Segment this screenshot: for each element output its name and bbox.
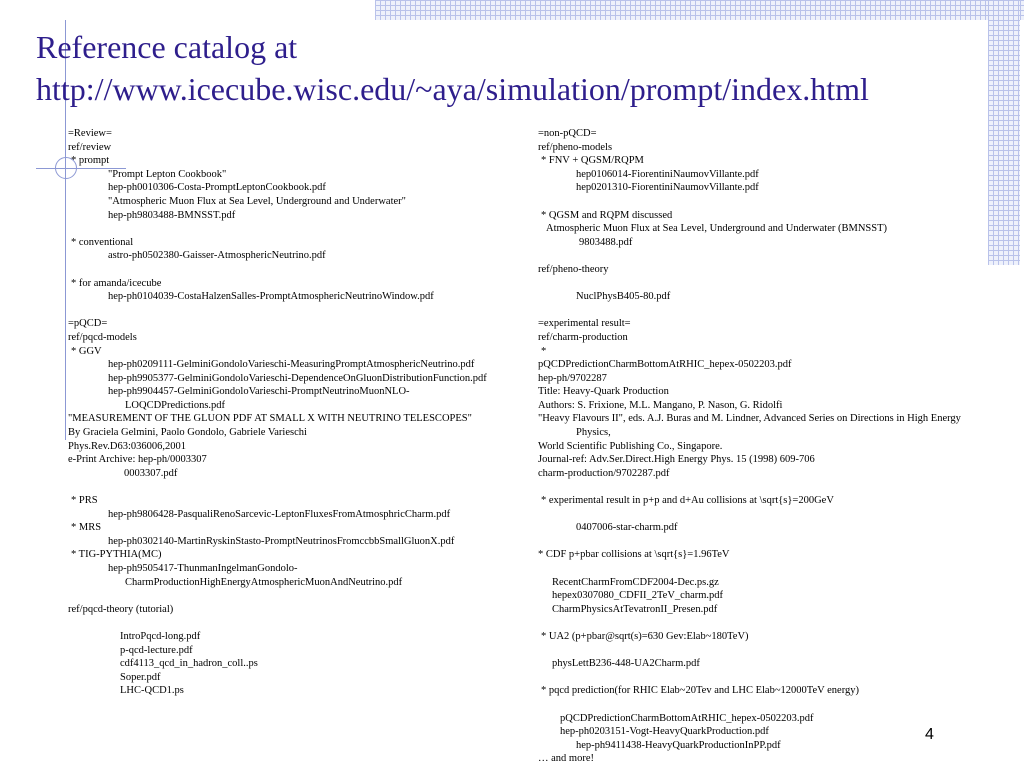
eprint-id: hep-ph/9702287 <box>538 372 607 384</box>
section-heading: =Review= <box>68 128 112 139</box>
blank-line <box>538 249 978 263</box>
journal-ref: Journal-ref: Adv.Ser.Direct.High Energy Phys. 15 (1998) 609-706 <box>538 454 815 466</box>
paper-title: Title: Heavy-Quark Production <box>538 386 669 398</box>
pdf-filename: 0407006-star-charm.pdf <box>576 522 678 534</box>
pdf-filename: hep-ph9905377-GelminiGondoloVarieschi-DependenceOnGluonDistributionFunction.pdf <box>108 372 487 384</box>
journal-ref: Phys.Rev.D63:036006,2001 <box>68 440 187 452</box>
blank-line <box>68 222 508 236</box>
left-column <box>68 127 508 698</box>
topic-bullet: * FNV + QGSM/RQPM <box>541 155 644 167</box>
paper-authors: Authors: S. Frixione, M.L. Mangano, P. Nason, G. Ridolfi <box>538 399 783 411</box>
folder-path: ref/charm-production <box>538 331 628 343</box>
tutorial-file: Soper.pdf <box>120 671 161 683</box>
paper-title: Atmospheric Muon Flux at Sea Level, Underground and Underwater (BMNSST) <box>546 223 887 235</box>
folder-path: ref/pheno-models <box>538 141 613 153</box>
pdf-filename: hep-ph9904457-GelminiGondoloVarieschi-PromptNeutrinoMuonNLO-LOQCDPredictions.pdf <box>108 386 410 411</box>
pdf-filename: hep-ph0209111-GelminiGondoloVarieschi-MeasuringPromptAtmosphericNeutrino.pdf <box>108 359 475 371</box>
blank-line <box>538 698 978 712</box>
blank-line <box>538 277 978 291</box>
tutorial-file: LHC-QCD1.ps <box>120 685 184 697</box>
folder-path: ref/pheno-theory <box>538 263 609 275</box>
topic-bullet: * conventional <box>71 236 134 248</box>
paper-title: "MEASUREMENT OF THE GLUON PDF AT SMALL X WITH NEUTRINO TELESCOPES" <box>68 413 472 425</box>
closing-note: … and more! <box>538 753 594 765</box>
pdf-filename: 0003307.pdf <box>124 467 178 479</box>
section-heading: =experimental result= <box>538 318 631 330</box>
publisher: World Scientific Publishing Co., Singapore. <box>538 440 723 452</box>
pdf-filename: pQCDPredictionCharmBottomAtRHIC_hepex-0502203.pdf <box>560 712 814 724</box>
book-reference: "Heavy Flavours II", eds. A.J. Buras and M. Lindner, Advanced Series on Directions in High Energy Physics, <box>538 413 961 439</box>
topic-bullet: * CDF p+pbar collisions at \sqrt{s}=1.96TeV <box>538 549 730 561</box>
topic-bullet: * <box>541 345 547 357</box>
pdf-filename: charm-production/9702287.pdf <box>538 467 670 479</box>
tutorial-file: cdf4113_qcd_in_hadron_coll..ps <box>120 658 258 670</box>
topic-bullet: * pqcd prediction(for RHIC Elab~20Tev and LHC Elab~12000TeV energy) <box>541 685 860 697</box>
pdf-filename: hep-ph9411438-HeavyQuarkProductionInPP.pdf <box>576 739 781 751</box>
topic-bullet: * experimental result in p+p and d+Au collisions at \sqrt{s}=200GeV <box>541 495 834 507</box>
section-heading: =pQCD= <box>68 318 108 330</box>
pdf-filename: hep-ph9803488-BMNSST.pdf <box>108 209 236 221</box>
blank-line <box>68 480 508 494</box>
pdf-filename: hep0106014-FiorentiniNaumovVillante.pdf <box>576 168 759 180</box>
blank-line <box>538 480 978 494</box>
blank-line <box>68 304 508 318</box>
blank-line <box>68 616 508 630</box>
decorative-grid-column <box>988 0 1020 265</box>
pdf-filename: hepex0307080_CDFII_2TeV_charm.pdf <box>552 590 724 602</box>
right-column <box>538 127 978 766</box>
blank-line <box>68 263 508 277</box>
topic-bullet: * GGV <box>71 345 102 357</box>
tutorial-file: p-qcd-lecture.pdf <box>120 644 193 656</box>
blank-line <box>538 616 978 630</box>
blank-line <box>538 671 978 685</box>
blank-line <box>538 508 978 522</box>
pdf-filename: hep-ph0010306-Costa-PromptLeptonCookbook.pdf <box>108 182 326 194</box>
topic-bullet: * for amanda/icecube <box>71 277 162 289</box>
pdf-filename: physLettB236-448-UA2Charm.pdf <box>552 658 700 670</box>
pdf-filename: hep-ph9505417-ThunmanIngelmanGondolo-CharmProductionHighEnergyAtmosphericMuonAndNeutrino.pdf <box>108 563 403 588</box>
page-number: 4 <box>925 726 934 743</box>
pdf-filename: hep-ph0104039-CostaHalzenSalles-PromptAtmosphericNeutrinoWindow.pdf <box>108 291 434 303</box>
eprint-archive: e-Print Archive: hep-ph/0003307 <box>68 454 207 466</box>
pdf-filename: hep-ph0203151-Vogt-HeavyQuarkProduction.pdf <box>560 726 769 738</box>
pdf-filename: astro-ph0502380-Gaisser-AtmosphericNeutrino.pdf <box>108 250 326 262</box>
topic-bullet: * UA2 (p+pbar@sqrt(s)=630 Gev:Elab~180TeV) <box>541 630 749 642</box>
pdf-filename: CharmPhysicsAtTevatronII_Presen.pdf <box>552 603 718 615</box>
folder-path: ref/pqcd-theory (tutorial) <box>68 603 174 615</box>
pdf-filename: 9803488.pdf <box>579 236 633 248</box>
pdf-filename: pQCDPredictionCharmBottomAtRHIC_hepex-0502203.pdf <box>538 359 792 371</box>
section-heading: =non-pQCD= <box>538 128 597 139</box>
paper-title: "Prompt Lepton Cookbook" <box>108 168 227 180</box>
blank-line <box>538 195 978 209</box>
blank-line <box>538 304 978 318</box>
pdf-filename: hep0201310-FiorentiniNaumovVillante.pdf <box>576 182 759 194</box>
pdf-filename: RecentCharmFromCDF2004-Dec.ps.gz <box>552 576 719 588</box>
topic-bullet: * prompt <box>71 155 110 167</box>
title-url: http://www.icecube.wisc.edu/~aya/simulation/prompt/index.html <box>36 71 869 107</box>
folder-path: ref/pqcd-models <box>68 331 137 343</box>
paper-authors: By Graciela Gelmini, Paolo Gondolo, Gabriele Varieschi <box>68 427 307 439</box>
slide-title <box>36 26 869 110</box>
tutorial-file: IntroPqcd-long.pdf <box>120 630 201 642</box>
pdf-filename: NuclPhysB405-80.pdf <box>576 291 671 303</box>
topic-bullet: * MRS <box>71 522 102 534</box>
blank-line <box>538 562 978 576</box>
paper-title: "Atmospheric Muon Flux at Sea Level, Underground and Underwater" <box>108 195 406 207</box>
decorative-grid-band <box>375 0 1024 20</box>
pdf-filename: hep-ph0302140-MartinRyskinStasto-PromptNeutrinosFromccbbSmallGluonX.pdf <box>108 535 455 547</box>
topic-bullet: * QGSM and RQPM discussed <box>541 209 673 221</box>
blank-line <box>538 644 978 658</box>
blank-line <box>538 535 978 549</box>
topic-bullet: * TIG-PYTHIA(MC) <box>71 549 162 561</box>
pdf-filename: hep-ph9806428-PasqualiRenoSarcevic-LeptonFluxesFromAtmosphricCharm.pdf <box>108 508 451 520</box>
title-line-1: Reference catalog at <box>36 29 298 65</box>
folder-path: ref/review <box>68 141 112 153</box>
topic-bullet: * PRS <box>71 495 98 507</box>
blank-line <box>68 589 508 603</box>
